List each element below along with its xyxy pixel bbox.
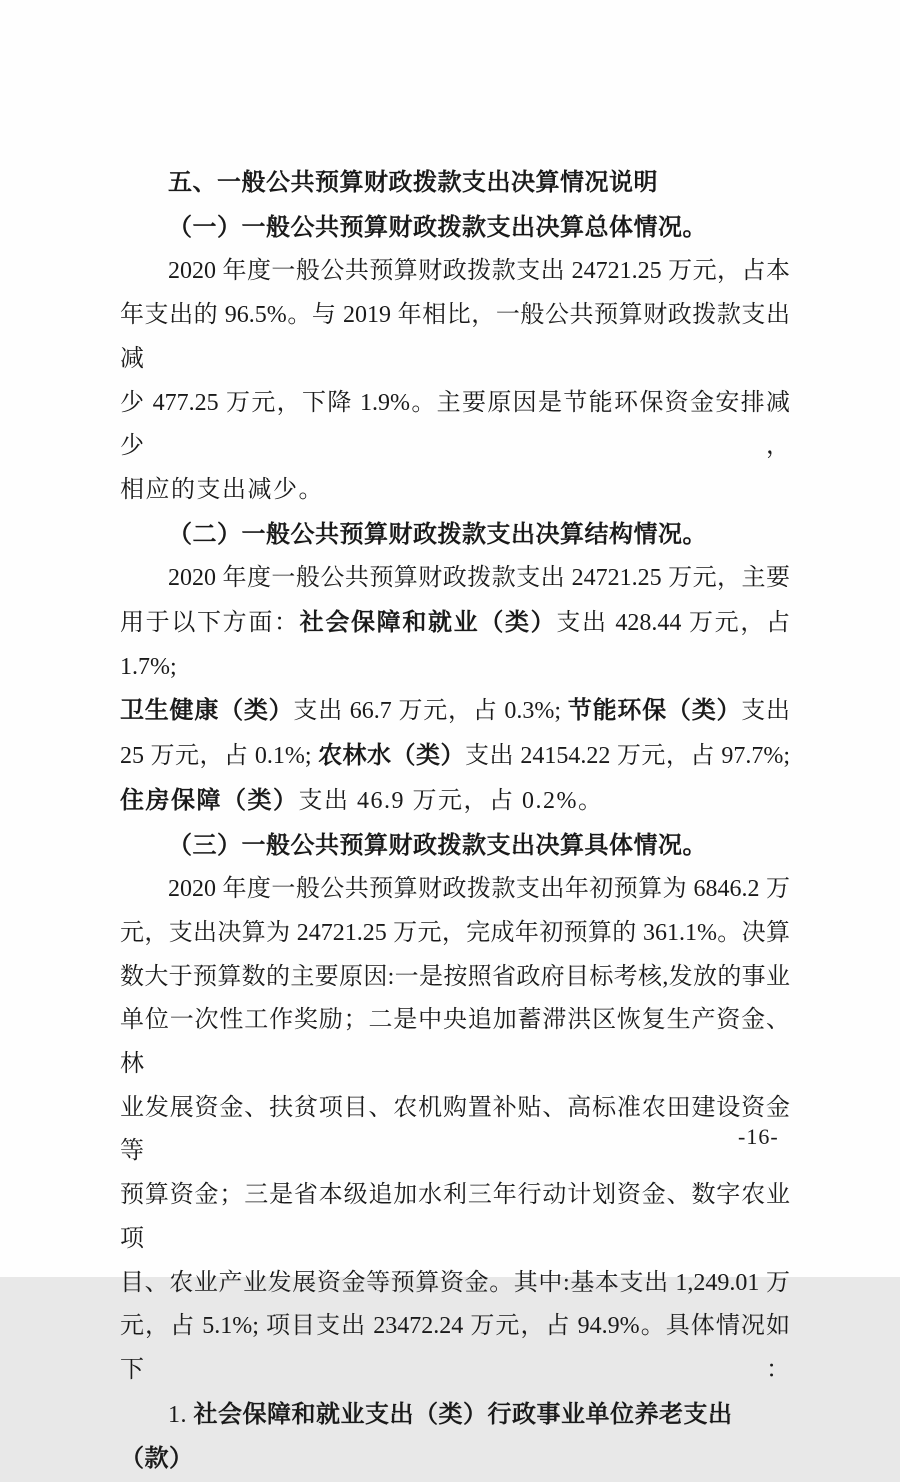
text-segment: 少 477.25 万元，下降 1.9%。主要原因是节能环保资金安排减少， — [120, 389, 790, 460]
text-segment: 数大于预算数的主要原因:一是按照省政府目标考核,发放的事业 — [120, 963, 790, 990]
bold-text-segment: 社会保障和就业（类） — [299, 609, 557, 637]
text-segment: 25 万元，占 0.1%; — [120, 743, 319, 770]
text-line — [120, 557, 790, 601]
text-line — [120, 779, 790, 824]
text-segment: 单位一次性工作奖励；二是中央追加蓄滞洪区恢复生产资金、林 — [120, 1007, 790, 1078]
text-segment: 1. — [168, 1401, 194, 1428]
bold-text-segment: 五、一般公共预算财政拨款支出决算情况说明 — [168, 169, 658, 196]
bold-text-segment: 节能环保（类） — [567, 697, 742, 725]
text-segment: 目、农业产业发展资金等预算资金。其中:基本支出 1,249.01 万 — [120, 1269, 790, 1296]
text-segment: 元，支出决算为 24721.25 万元，完成年初预算的 361.1%。决算 — [120, 919, 790, 946]
text-line — [120, 294, 790, 381]
bold-text-segment: 农林水（类） — [318, 742, 465, 770]
text-segment: 支出 428.44 万元，占 1.7%; — [120, 610, 791, 680]
text-line — [120, 601, 790, 689]
bold-text-segment: （三）一般公共预算财政拨款支出决算具体情况。 — [168, 831, 707, 859]
text-segment: 支出 66.7 万元，占 0.3%; — [293, 698, 568, 725]
text-segment: 预算资金；三是省本级追加水利三年行动计划资金、数字农业项 — [120, 1182, 790, 1252]
text-line — [120, 912, 790, 956]
text-line — [120, 689, 790, 734]
text-segment: 支出 46.9 万元，占 0.2%。 — [298, 787, 604, 814]
text-segment: 支出 — [741, 698, 791, 725]
text-line — [120, 868, 790, 912]
bold-text-segment: （一）一般公共预算财政拨款支出决算总体情况。 — [168, 213, 707, 241]
bold-text-segment: 卫生健康（类） — [120, 697, 294, 725]
text-line — [120, 1305, 790, 1392]
text-line — [120, 469, 790, 513]
text-segment: 年支出的 96.5%。与 2019 年相比，一般公共预算财政拨款支出减 — [120, 302, 790, 372]
heading-line — [120, 206, 790, 251]
text-segment: 支出 24154.22 万元，占 97.7%; — [464, 743, 790, 770]
text-segment: 2020 年度一般公共预算财政拨款支出 24721.25 万元，占本 — [168, 258, 790, 285]
text-line — [120, 956, 790, 1000]
bold-text-segment: 住房保障（类） — [120, 786, 299, 814]
text-line — [120, 1262, 790, 1306]
text-segment: 元，占 5.1%; 项目支出 23472.24 万元，占 94.9%。具体情况如下： — [120, 1313, 790, 1383]
text-line — [120, 382, 790, 469]
heading-line — [120, 161, 790, 206]
text-segment: 2020 年度一般公共预算财政拨款支出年初预算为 6846.2 万 — [168, 876, 790, 903]
heading-line — [120, 1393, 790, 1482]
heading-line — [120, 513, 790, 558]
text-line — [120, 999, 790, 1086]
text-segment: 业发展资金、扶贫项目、农机购置补贴、高标准农田建设资金等 — [120, 1094, 790, 1165]
text-line — [120, 1087, 790, 1174]
text-segment: 2020 年度一般公共预算财政拨款支出 24721.25 万元，主要 — [168, 565, 790, 592]
bold-text-segment: 社会保障和就业支出（类）行政事业单位养老支出（款） — [120, 1400, 733, 1473]
text-segment: 用于以下方面： — [120, 610, 300, 637]
text-segment: 相应的支出减少。 — [120, 476, 324, 503]
text-line — [120, 734, 790, 779]
text-line — [120, 250, 790, 294]
text-line — [120, 1174, 790, 1261]
page-number: -16- — [738, 1124, 779, 1149]
bold-text-segment: （二）一般公共预算财政拨款支出决算结构情况。 — [168, 520, 707, 548]
heading-line — [120, 824, 790, 869]
document-lines — [120, 161, 790, 1482]
